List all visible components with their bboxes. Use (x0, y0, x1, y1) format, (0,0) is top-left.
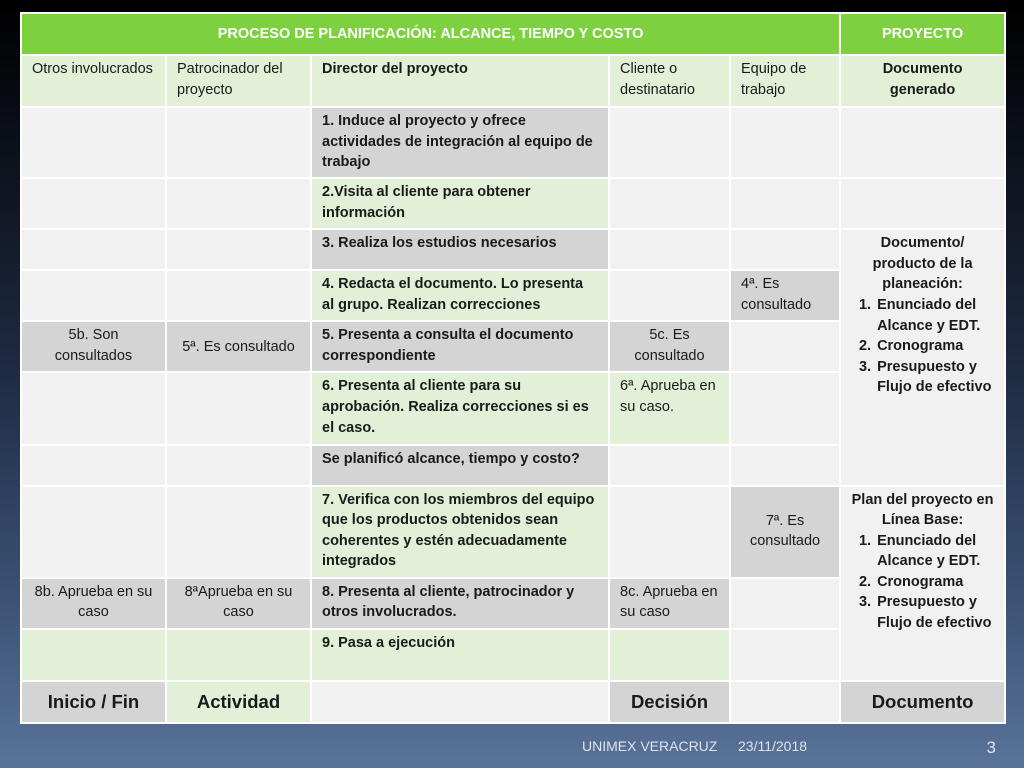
document-2-list (851, 531, 994, 634)
step-8: 8. Presenta al cliente, patrocinador y otros involucrados. (311, 578, 609, 629)
project-label: PROYECTO (840, 13, 1005, 55)
cell-r8-cliente: 8c. Aprueba en su caso (609, 578, 730, 629)
step-4: 4. Redacta el documento. Lo presenta al grupo. Realizan correcciones (311, 270, 609, 321)
footer-date: 23/11/2018 (738, 738, 808, 754)
slide-number: 3 (986, 738, 996, 757)
legend-decision: Decisión (609, 681, 730, 723)
column-header-otros: Otros involucrados (21, 55, 166, 107)
column-header-documento: Documento generado (840, 55, 1005, 107)
document-box-2 (840, 486, 1005, 681)
list-item: 3. Presupuesto y Flujo de efectivo (875, 357, 994, 398)
step-2: 2.Visita al cliente para obtener información (311, 178, 609, 229)
table-row (21, 229, 1005, 270)
cell-r8-otros: 8b. Aprueba en su caso (21, 578, 166, 629)
step-3: 3. Realiza los estudios necesarios (311, 229, 609, 270)
table-row (21, 486, 1005, 578)
table-row (21, 178, 1005, 229)
list-item: 1. Enunciado del Alcance y EDT. (875, 295, 994, 336)
document-2-title: Plan del proyecto en Línea Base: (851, 491, 994, 529)
decision-step: Se planificó alcance, tiempo y costo? (311, 445, 609, 486)
cell-r5-cliente: 5c. Es consultado (609, 321, 730, 372)
document-box-1 (840, 229, 1005, 485)
step-1: 1. Induce al proyecto y ofrece actividades de integración al equipo de trabajo (311, 107, 609, 178)
column-header-patrocinador: Patrocinador del proyecto (166, 55, 311, 107)
legend-documento: Documento (840, 681, 1005, 723)
cell-r7-equipo: 7ª. Es consultado (730, 486, 840, 578)
column-header-equipo: Equipo de trabajo (730, 55, 840, 107)
cell-r5-patrocinador: 5ª. Es consultado (166, 321, 311, 372)
footer-organization: UNIMEX VERACRUZ (582, 738, 718, 754)
cell-r8-patrocinador: 8ªAprueba en su caso (166, 578, 311, 629)
step-7: 7. Verifica con los miembros del equipo que los productos obtenidos sean coherentes y estén adecuadamente integrados (311, 486, 609, 578)
process-table (20, 12, 1006, 724)
table-row (21, 107, 1005, 178)
column-header-row (21, 55, 1005, 107)
list-item: 2. Cronograma (875, 572, 994, 593)
list-item: 1. Enunciado del Alcance y EDT. (875, 531, 994, 572)
document-1-list (851, 295, 994, 398)
legend-inicio-fin: Inicio / Fin (21, 681, 166, 723)
column-header-cliente: Cliente o destinatario (609, 55, 730, 107)
table-title: PROCESO DE PLANIFICACIÓN: ALCANCE, TIEMPO Y COSTO (21, 13, 840, 55)
column-header-director: Director del proyecto (311, 55, 609, 107)
step-6: 6. Presenta al cliente para su aprobación. Realiza correcciones si es el caso. (311, 372, 609, 444)
legend-row (21, 681, 1005, 723)
list-item: 3. Presupuesto y Flujo de efectivo (875, 592, 994, 633)
list-item: 2. Cronograma (875, 336, 994, 357)
cell-r5-otros: 5b. Son consultados (21, 321, 166, 372)
cell-r4-equipo: 4ª. Es consultado (730, 270, 840, 321)
legend-actividad: Actividad (166, 681, 311, 723)
document-1-title: Documento/ producto de la planeación: (872, 235, 973, 293)
cell-r6-cliente: 6ª. Aprueba en su caso. (609, 372, 730, 444)
step-9: 9. Pasa a ejecución (311, 629, 609, 681)
step-5: 5. Presenta a consulta el documento correspondiente (311, 321, 609, 372)
title-row (21, 13, 1005, 55)
